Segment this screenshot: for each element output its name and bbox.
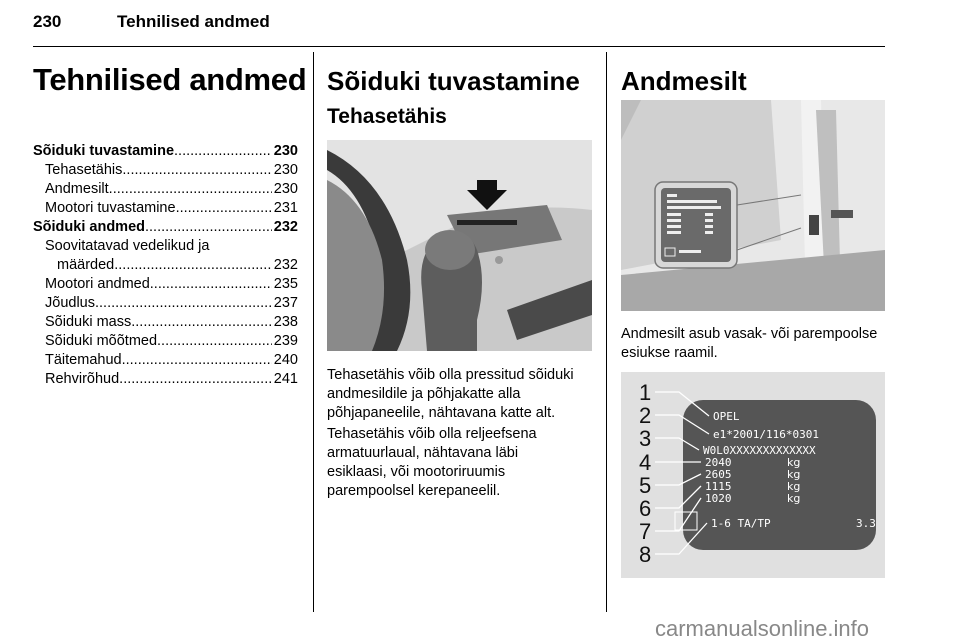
toc-entry[interactable] (33, 199, 298, 218)
toc-entry-label: Rehvirõhud (45, 371, 120, 387)
toc-leader-dots (122, 161, 271, 180)
toc-leader-dots (174, 142, 272, 161)
plate-unit-text: kg (787, 480, 801, 493)
gear-lever-photo (327, 140, 592, 351)
toc-entry-page: 240 (273, 352, 298, 368)
toc-entry-page: 231 (273, 200, 298, 216)
callout-number: 8 (639, 542, 652, 567)
toc-entry-page: 237 (273, 295, 298, 311)
plate-field-text: e1*2001/116*0301 (713, 428, 819, 441)
toc-entry-page: 230 (273, 181, 298, 197)
toc-entry-page: 239 (273, 333, 298, 349)
toc-entry-label: Tehasetähis (45, 162, 123, 178)
toc-entry-page: 238 (273, 314, 298, 330)
toc-entry-label: Sõiduki andmed (33, 219, 145, 235)
header-rule (33, 46, 885, 47)
toc-entry-label: Andmesilt (45, 181, 109, 197)
toc-leader-dots (145, 218, 272, 237)
plate-unit-text: kg (787, 456, 801, 469)
data-plate-svg (621, 372, 885, 578)
plate-field-text: 1-6 TA/TP (711, 517, 771, 530)
table-of-contents (33, 142, 298, 389)
toc-entry-page: 232 (273, 219, 298, 235)
column-divider (606, 52, 607, 612)
data-plate-diagram (621, 372, 885, 578)
plate-unit-text: kg (787, 468, 801, 481)
body-paragraph: Tehasetähis võib olla pressitud sõiduki andmesildile ja põhjakatte alla põhjapaneelile, nähtavana katte alt. (327, 367, 574, 421)
toc-entry[interactable] (33, 161, 298, 180)
toc-leader-dots (109, 180, 272, 199)
toc-leader-dots (122, 351, 272, 370)
toc-entry[interactable] (33, 180, 298, 199)
plate-field-text: 2040 (705, 456, 732, 469)
toc-entry-page: 235 (273, 276, 298, 292)
callout-number: 6 (639, 496, 652, 521)
toc-entry[interactable] (33, 294, 298, 313)
toc-entry[interactable] (33, 370, 298, 389)
callout-number: 1 (639, 380, 652, 405)
section-heading: Sõiduki tuvastamine (327, 66, 580, 96)
running-title: Tehnilised andmed (117, 12, 270, 31)
toc-entry[interactable] (33, 332, 298, 351)
callout-number: 2 (639, 403, 652, 428)
toc-entry-label: Sõiduki mass (45, 314, 132, 330)
toc-entry[interactable] (33, 351, 298, 370)
toc-leader-dots (157, 332, 272, 351)
toc-entry-label: Sõiduki tuvastamine (33, 143, 175, 159)
toc-leader-dots (131, 313, 272, 332)
plate-side-code: 3.3 (856, 517, 876, 530)
toc-entry-label: Mootori andmed (45, 276, 150, 292)
toc-leader-dots (150, 275, 272, 294)
toc-leader-dots (114, 256, 272, 275)
watermark: carmanualsonline.info (655, 616, 870, 641)
toc-leader-dots (176, 199, 272, 218)
section-heading: Andmesilt (621, 66, 747, 96)
plate-unit-text: kg (787, 492, 801, 505)
callout-number: 5 (639, 473, 652, 498)
toc-entry[interactable] (33, 313, 298, 332)
callout-number: 7 (639, 519, 652, 544)
body-paragraph: Andmesilt asub vasak- või parempoolse esiukse raamil. (621, 326, 878, 361)
toc-entry-page: 230 (273, 143, 298, 159)
page-number: 230 (33, 12, 62, 31)
toc-entry-label: määrded (57, 257, 115, 273)
door-frame-photo (621, 100, 885, 311)
callout-number: 3 (639, 426, 652, 451)
plate-field-text: 2605 (705, 468, 732, 481)
plate-field-text: OPEL (713, 410, 740, 423)
toc-leader-dots (119, 370, 272, 389)
toc-entry-page: 241 (273, 371, 298, 387)
toc-entry-label: Soovitatavad vedelikud ja (45, 238, 210, 254)
subsection-heading: Tehasetähis (327, 105, 447, 128)
plate-field-text: W0L0XXXXXXXXXXXXX (703, 444, 816, 457)
toc-entry-label: Mootori tuvastamine (45, 200, 176, 216)
toc-entry[interactable] (33, 256, 298, 275)
body-paragraph: Tehasetähis võib olla reljeefsena armatuurlaual, nähtavana läbi esiklaasi, või mootoriruumis parempoolsel kerepaneelil. (327, 426, 537, 499)
plate-field-text: 1115 (705, 480, 732, 493)
toc-section-entry[interactable] (33, 218, 298, 237)
toc-entry-label: Täitemahud (45, 352, 122, 368)
toc-leader-dots (95, 294, 272, 313)
toc-entry-label: Jõudlus (45, 295, 95, 311)
callout-number: 4 (639, 450, 652, 475)
toc-section-entry[interactable] (33, 142, 298, 161)
column-divider (313, 52, 314, 612)
toc-entry-label: Sõiduki mõõtmed (45, 333, 158, 349)
toc-entry[interactable] (33, 237, 298, 256)
toc-entry-page: 230 (273, 162, 298, 178)
plate-field-text: 1020 (705, 492, 732, 505)
chapter-title: Tehnilised andmed (33, 62, 307, 97)
toc-entry-page: 232 (273, 257, 298, 273)
toc-entry[interactable] (33, 275, 298, 294)
